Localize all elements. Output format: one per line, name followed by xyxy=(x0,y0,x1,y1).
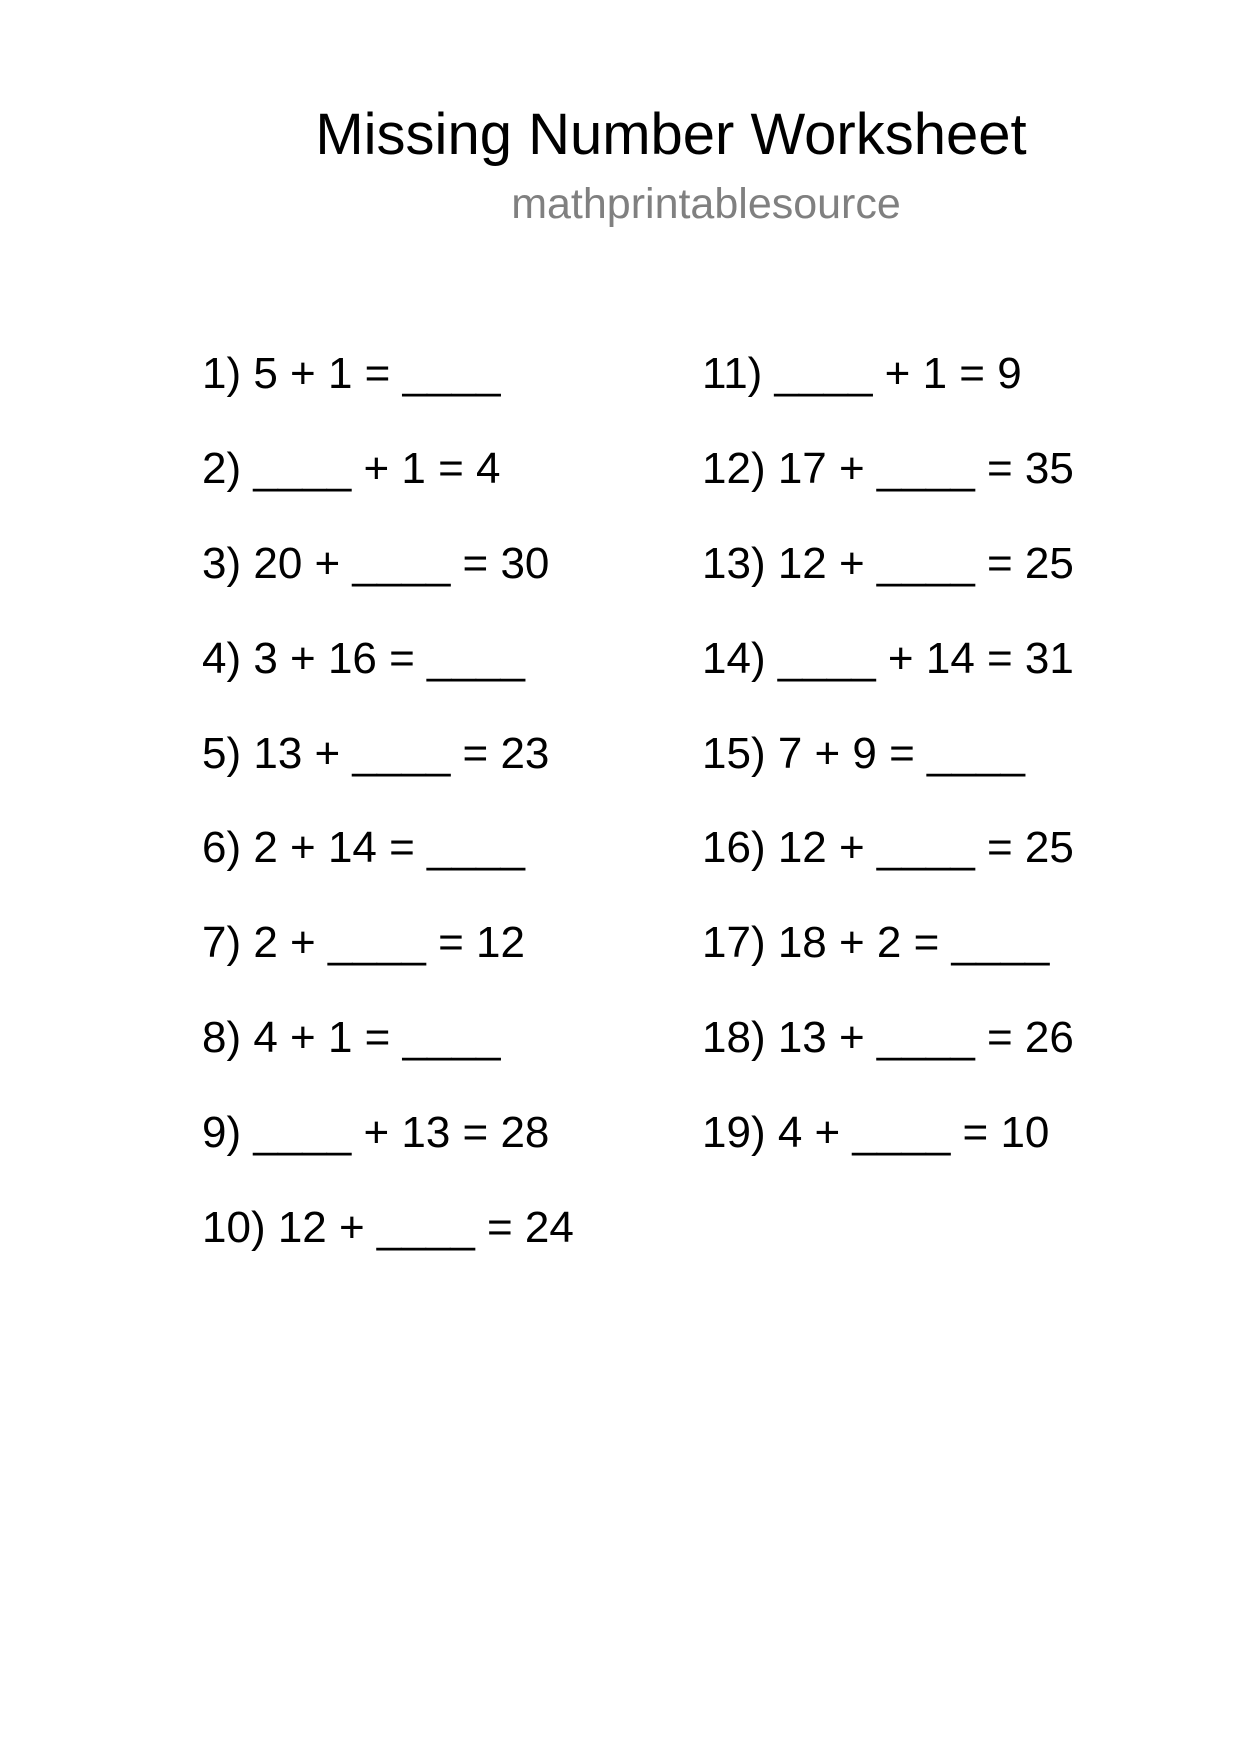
problem-12: 12) 17 + ____ = 35 xyxy=(702,444,1074,493)
problem-7: 7) 2 + ____ = 12 xyxy=(202,918,525,967)
problem-14: 14) ____ + 14 = 31 xyxy=(702,634,1074,683)
worksheet-title: Missing Number Worksheet xyxy=(315,102,1027,167)
problem-11: 11) ____ + 1 = 9 xyxy=(702,349,1022,398)
problem-15: 15) 7 + 9 = ____ xyxy=(702,729,1025,778)
problem-4: 4) 3 + 16 = ____ xyxy=(202,634,525,683)
problem-9: 9) ____ + 13 = 28 xyxy=(202,1108,550,1157)
problem-10: 10) 12 + ____ = 24 xyxy=(202,1203,574,1252)
problem-17: 17) 18 + 2 = ____ xyxy=(702,918,1050,967)
problem-19: 19) 4 + ____ = 10 xyxy=(702,1108,1050,1157)
problem-16: 16) 12 + ____ = 25 xyxy=(702,823,1074,872)
problem-18: 18) 13 + ____ = 26 xyxy=(702,1013,1074,1062)
worksheet-subtitle: mathprintablesource xyxy=(511,180,901,228)
problem-1: 1) 5 + 1 = ____ xyxy=(202,349,501,398)
problem-8: 8) 4 + 1 = ____ xyxy=(202,1013,501,1062)
problem-5: 5) 13 + ____ = 23 xyxy=(202,729,550,778)
problem-3: 3) 20 + ____ = 30 xyxy=(202,539,550,588)
problem-6: 6) 2 + 14 = ____ xyxy=(202,823,525,872)
problem-2: 2) ____ + 1 = 4 xyxy=(202,444,501,493)
problem-13: 13) 12 + ____ = 25 xyxy=(702,539,1074,588)
